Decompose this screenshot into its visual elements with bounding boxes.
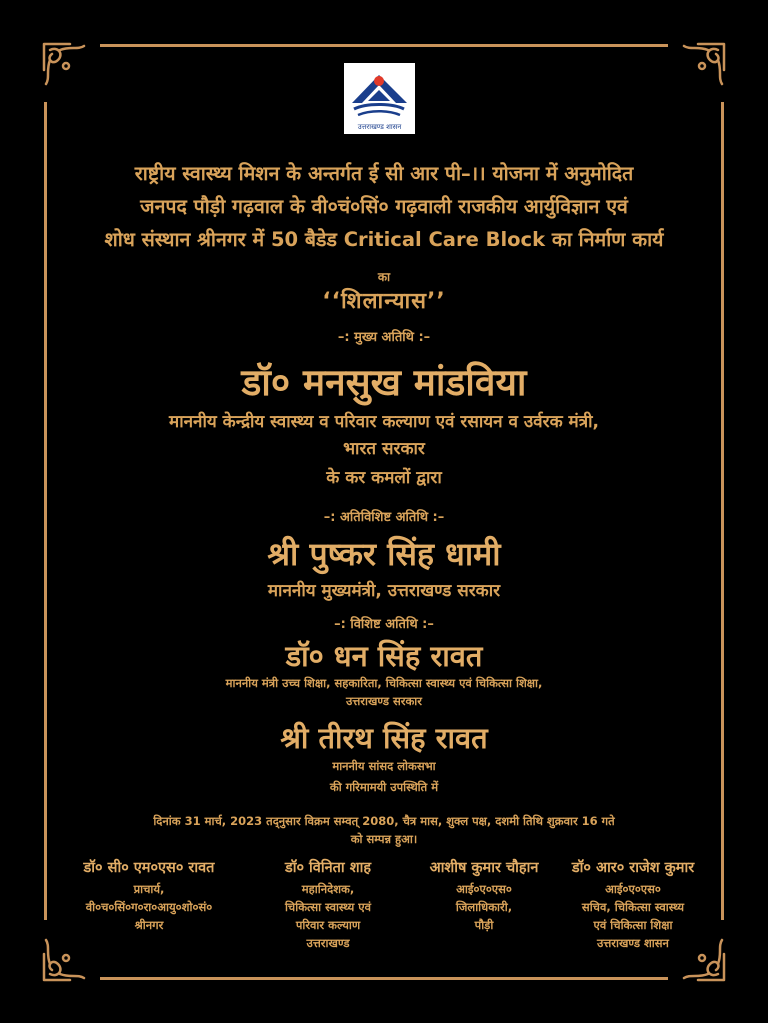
ceremony-title: ‘‘शिलान्यास’’: [322, 289, 446, 314]
guest-label: –: विशिष्ट अतिथि :–: [334, 617, 434, 632]
intro-line-3: शोध संस्थान श्रीनगर में 50 बैडेड Critical Care Block का निर्माण कार्य: [104, 228, 664, 251]
ka-text: का: [377, 270, 391, 284]
guest-designation-2: उत्तराखण्ड सरकार: [346, 694, 422, 708]
special-guest-label: –: अतिविशिष्ट अतिथि :–: [323, 510, 445, 525]
date-line-2: को सम्पन्न हुआ।: [350, 832, 418, 846]
signatory-2: [248, 856, 408, 952]
border-top: [100, 44, 668, 47]
special-guest-designation: माननीय मुख्यमंत्री, उत्तराखण्ड सरकार: [267, 581, 501, 601]
guest-designation-1: माननीय मंत्री उच्च शिक्षा, सहकारिता, चिकित्सा स्वास्थ्य एवं चिकित्सा शिक्षा,: [225, 676, 543, 690]
border-bottom: [100, 977, 668, 980]
signatory-line: प्राचार्य,: [133, 882, 165, 896]
signatory-line: महानिदेशक,: [301, 882, 355, 896]
corner-ornament-top-left: [40, 40, 102, 102]
date-line-1: दिनांक 31 मार्च, 2023 तद्नुसार विक्रम सम्वत् 2080, चैत्र मास, शुक्ल पक्ष, दशमी तिथि शुक्रवार 16 गते: [153, 814, 615, 828]
signatory-line: उत्तराखण्ड शासन: [597, 936, 669, 950]
emblem-icon: [344, 63, 415, 121]
signatory-line: आई०ए०एस०: [456, 882, 512, 896]
signatory-line: चिकित्सा स्वास्थ्य एवं: [284, 900, 372, 914]
signatory-line: परिवार कल्याण: [295, 918, 361, 932]
uttarakhand-govt-logo: [344, 63, 415, 134]
signatory-4: [548, 856, 718, 952]
signatory-line: पौड़ी: [474, 918, 494, 932]
intro-line-2: जनपद पौड़ी गढ़वाल के वी०चं०सिं० गढ़वाली राजकीय आर्युविज्ञान एवं: [140, 195, 628, 218]
signatory-1: [58, 856, 240, 934]
signatory-line: एवं चिकित्सा शिक्षा: [593, 918, 673, 932]
chief-guest-designation-2: भारत सरकार: [343, 439, 425, 459]
signatory-line: वी०च०सिं०ग०रा०आयु०शो०सं०: [85, 900, 213, 914]
logo-caption: उत्तराखण्ड शासन: [357, 123, 402, 131]
chief-guest-designation-1: माननीय केन्द्रीय स्वास्थ्य व परिवार कल्याण एवं रसायन व उर्वरक मंत्री,: [169, 412, 599, 432]
signatory-line: श्रीनगर: [134, 918, 164, 932]
mp-name: श्री तीरथ सिंह रावत: [280, 721, 488, 755]
intro-line-1: राष्ट्रीय स्वास्थ्य मिशन के अन्तर्गत ई सी आर पी–।। योजना में अनुमोदित: [134, 162, 634, 185]
signatory-line: सचिव, चिकित्सा स्वास्थ्य: [581, 900, 685, 914]
mp-designation: माननीय सांसद लोकसभा: [332, 759, 436, 773]
special-guest-name: श्री पुष्कर सिंह धामी: [267, 535, 501, 573]
guest-name: डॉ० धन सिंह रावत: [285, 639, 483, 673]
chief-guest-label: –: मुख्य अतिथि :–: [337, 330, 431, 345]
signatory-line: आई०ए०एस०: [605, 882, 661, 896]
signatory-3: [404, 856, 564, 934]
signatory-name: आशीष कुमार चौहान: [429, 860, 539, 876]
signatory-name: डॉ० विनिता शाह: [284, 860, 372, 876]
chief-guest-name: डॉ० मनसुख मांडविया: [241, 361, 527, 404]
chief-guest-by-hands: के कर कमलों द्वारा: [326, 468, 442, 488]
signatory-name: डॉ० आर० राजेश कुमार: [571, 860, 695, 876]
corner-ornament-top-right: [666, 40, 728, 102]
signatory-name: डॉ० सी० एम०एस० रावत: [83, 860, 215, 876]
signatory-line: उत्तराखण्ड: [306, 936, 350, 950]
presence-text: की गरिमामयी उपस्थिति में: [329, 780, 439, 794]
signatory-line: जिलाधिकारी,: [455, 900, 513, 914]
